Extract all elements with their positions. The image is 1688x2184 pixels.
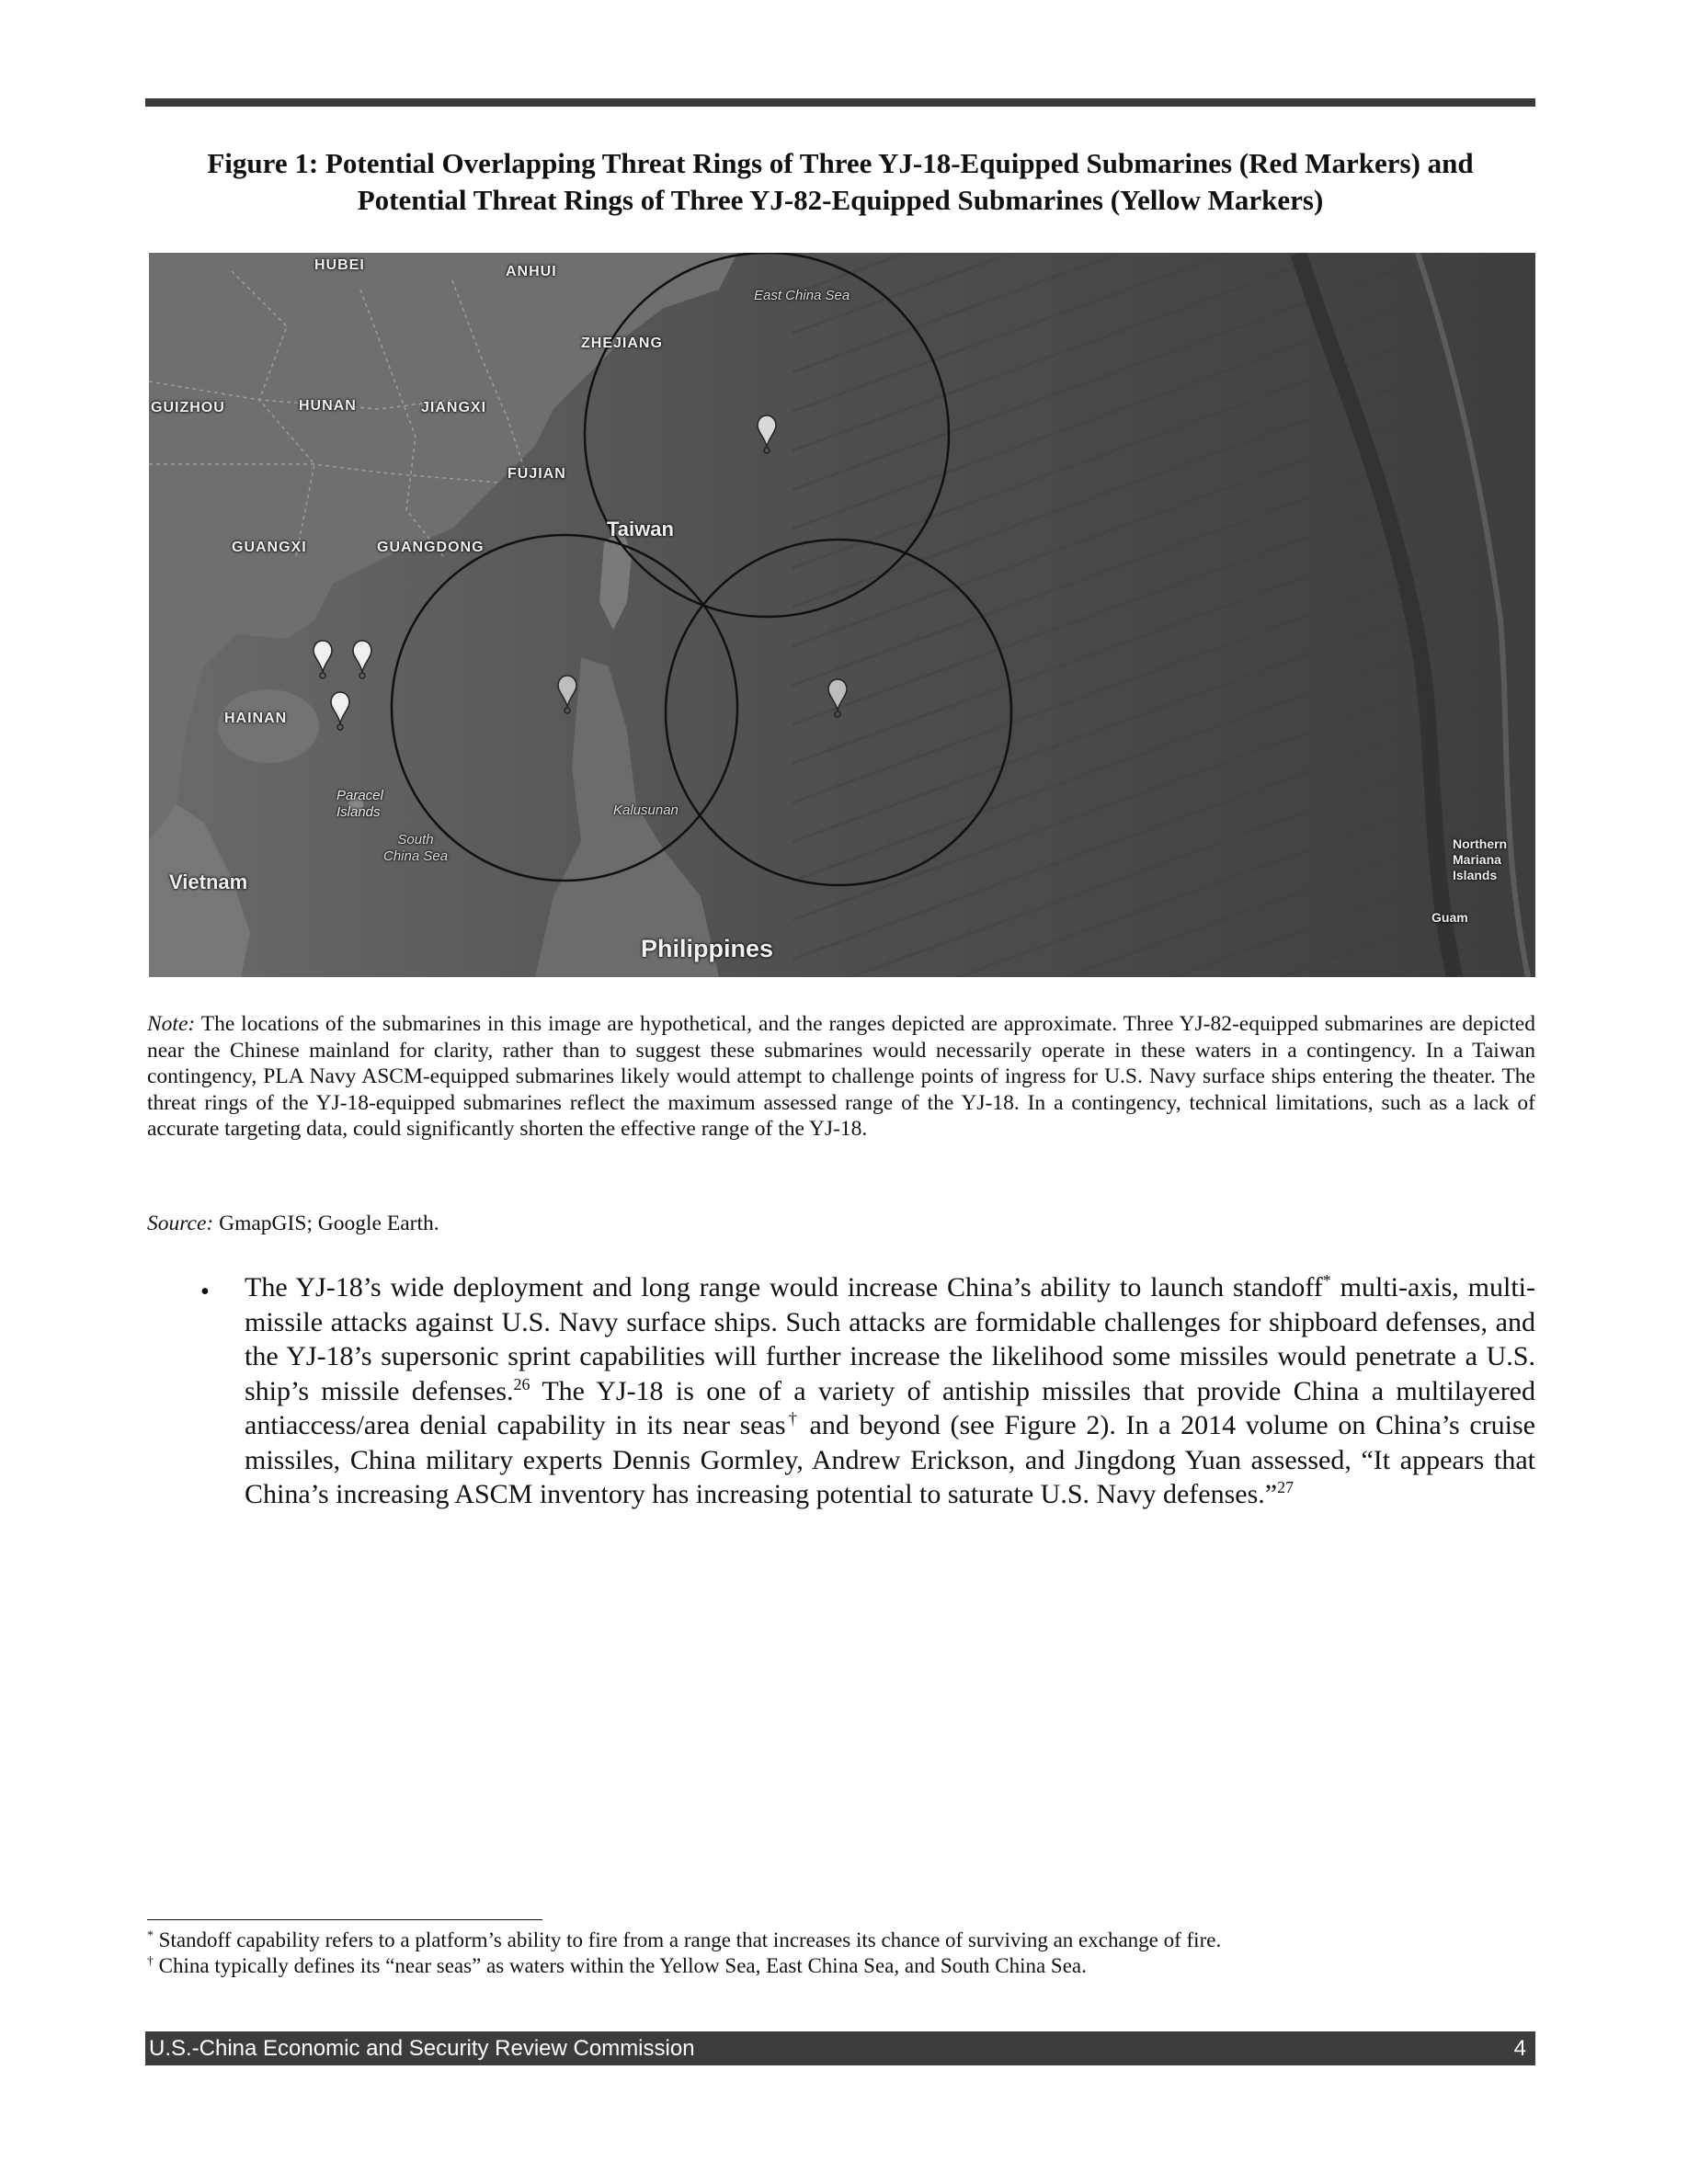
label-hunan: HUNAN [299, 398, 357, 414]
figure-title-line-1: Figure 1: Potential Overlapping Threat Rings of Three YJ-18-Equipped Submarines (Red Markers) and [207, 147, 1474, 179]
map-pin-icon [556, 674, 578, 714]
footer-page-number: 4 [1513, 2036, 1526, 2061]
label-guizhou: GUIZHOU [151, 400, 225, 415]
bullet-text-3: The YJ-18 is one of a variety of antiship missiles that provide China a multilayered antiaccess/area denial capability in its near seas [245, 1375, 1535, 1440]
figure-note [147, 1011, 1535, 1143]
page-footer [145, 2031, 1535, 2065]
footnote-rule [147, 1919, 542, 1920]
footnote-text: Standoff capability refers to a platform’s ability to fire from a range that increases its chance of surviving an exchange of fire. [153, 1928, 1222, 1951]
source-text: GmapGIS; Google Earth. [213, 1211, 439, 1235]
label-guangxi: GUANGXI [232, 540, 307, 555]
label-jiangxi: JIANGXI [421, 400, 487, 415]
label-paracel-islands [336, 788, 383, 821]
label-nmi-line-2: Mariana [1453, 852, 1501, 867]
figure-source [147, 1210, 439, 1237]
label-northern-mariana-islands [1453, 836, 1507, 883]
bullet-marker: • [200, 1278, 210, 1306]
map-pin-icon [756, 414, 778, 454]
label-kalusunan: Kalusunan [613, 802, 679, 818]
footer-publisher: U.S.-China Economic and Security Review Commission [149, 2036, 695, 2061]
footnote-ref-near-seas[interactable]: † [785, 1409, 800, 1428]
label-nmi-line-1: Northern [1453, 836, 1508, 851]
bullet-text-4: and beyond (see Figure 2). In a 2014 volume on China’s cruise missiles, China military experts Dennis Gormley, Andrew Erickson, and Jingdong Yuan assessed, “It appears that China’s increasing ASCM inventory has increasing potential to saturate U.S. Navy defenses.” [245, 1410, 1535, 1509]
label-taiwan: Taiwan [607, 518, 674, 540]
label-south-china-sea [383, 832, 448, 865]
footnote-mark: * [147, 1928, 154, 1942]
label-paracel-line-2: Islands [336, 804, 381, 820]
sea-floor-texture [793, 253, 1535, 977]
figure-title [145, 145, 1535, 219]
footnote-near-seas [147, 1953, 1535, 1979]
top-rule [145, 98, 1535, 107]
label-nmi-line-3: Islands [1453, 868, 1498, 882]
bullet-text-1: The YJ-18’s wide deployment and long range would increase China’s ability to launch standoff [245, 1272, 1323, 1302]
body-bullet-paragraph [245, 1270, 1535, 1512]
label-south-china-sea-line-1: South [397, 832, 434, 847]
label-guangdong: GUANGDONG [377, 540, 485, 555]
map-pin-icon [827, 677, 849, 718]
endnote-ref-26[interactable]: 26 [513, 1374, 530, 1393]
label-anhui: ANHUI [506, 264, 557, 279]
label-paracel-line-1: Paracel [336, 788, 383, 803]
label-fujian: FUJIAN [508, 466, 566, 482]
map-pin-icon [312, 639, 334, 679]
label-guam: Guam [1431, 910, 1468, 925]
endnote-ref-27[interactable]: 27 [1277, 1478, 1295, 1496]
footnote-ref-standoff[interactable]: * [1322, 1271, 1331, 1290]
threat-ring-map [149, 253, 1535, 977]
footnote-mark: † [147, 1953, 154, 1968]
label-philippines: Philippines [641, 935, 774, 962]
label-zhejiang: ZHEJIANG [581, 336, 663, 351]
figure-title-line-2: Potential Threat Rings of Three YJ-82-Equipped Submarines (Yellow Markers) [357, 184, 1324, 216]
map-pin-icon [329, 690, 351, 731]
footnote-standoff [147, 1928, 1535, 1953]
footnote-text: China typically defines its “near seas” as waters within the Yellow Sea, East China Sea, and South China Sea. [153, 1954, 1087, 1977]
map-pin-icon [351, 639, 373, 679]
label-hainan: HAINAN [224, 711, 288, 726]
bullet-text-2: multi-axis, multi-missile attacks against U.S. Navy surface ships. Such attacks are formidable challenges for shipboard defenses, and the YJ-18’s supersonic sprint capabilities will further increase the likelihood some missiles would penetrate a U.S. ship’s missile defenses. [245, 1272, 1535, 1406]
note-label: Note: [147, 1012, 196, 1036]
label-east-china-sea: East China Sea [754, 288, 850, 303]
note-text: The locations of the submarines in this image are hypothetical, and the ranges depicted are approximate. Three YJ-82-equipped submarines are depicted near the Chinese mainland for clarity, rather than to suggest these submarines would necessarily operate in these waters in a contingency. In a Taiwan contingency, PLA Navy ASCM-equipped submarines likely would attempt to challenge points of ingress for U.S. Navy surface ships entering the theater. The threat rings of the YJ-18-equipped submarines reflect the maximum assessed range of the YJ-18. In a contingency, technical limitations, such as a lack of accurate targeting data, could significantly shorten the effective range of the YJ-18. [147, 1012, 1535, 1141]
label-hubei: HUBEI [314, 257, 365, 273]
label-vietnam: Vietnam [169, 870, 248, 893]
source-label: Source: [147, 1211, 214, 1235]
map-graphic [149, 253, 1535, 977]
label-south-china-sea-line-2: China Sea [383, 848, 449, 864]
